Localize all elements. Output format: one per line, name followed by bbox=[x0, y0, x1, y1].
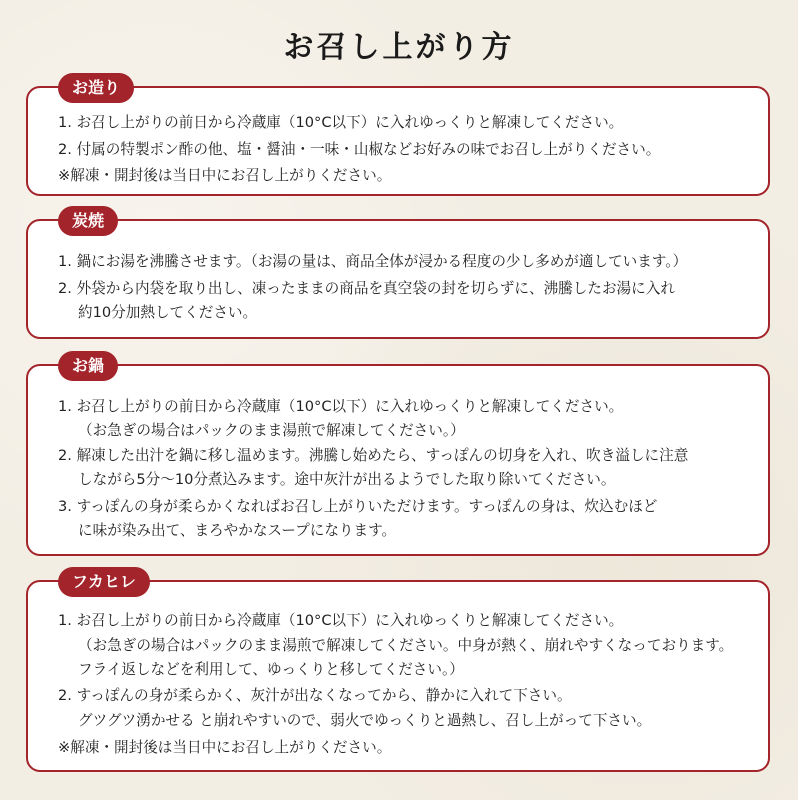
section-tag-otsukuri: お造り bbox=[58, 73, 134, 103]
section-tag-onabe: お鍋 bbox=[58, 351, 118, 381]
instruction-line: に味が染み出て、まろやかなスープになります。 bbox=[78, 522, 397, 539]
section-tag-sumiyaki: 炭焼 bbox=[58, 206, 118, 236]
instruction-line: 1. 鍋にお湯を沸騰させます。（お湯の量は、商品全体が浸かる程度の少し多めが適しています。） bbox=[58, 253, 688, 270]
instruction-line: グツグツ湧かせる と崩れやすいので、弱火でゆっくりと過熱し、召し上がって下さい。 bbox=[78, 712, 652, 729]
page-title: お召し上がり方 bbox=[283, 30, 515, 65]
instruction-line: しながら5分〜10分煮込みます。途中灰汁が出るようでした取り除いてください。 bbox=[78, 471, 616, 488]
section-fukahire bbox=[26, 572, 770, 772]
instruction-line: （お急ぎの場合はパックのまま湯煎で解凍してください。中身が熱く、崩れやすくなっております。 bbox=[78, 637, 734, 654]
instruction-line: （お急ぎの場合はパックのまま湯煎で解凍してください。） bbox=[78, 422, 465, 439]
instruction-line: 1. お召し上がりの前日から冷蔵庫（10°C以下）に入れゆっくりと解凍してください。 bbox=[58, 114, 624, 131]
instruction-line: フライ返しなどを利用して、ゆっくりと移してください。） bbox=[78, 661, 464, 678]
section-tag-fukahire: フカヒレ bbox=[58, 567, 150, 597]
instruction-line: 約10分加熱してください。 bbox=[78, 304, 258, 321]
instruction-line: 2. 外袋から内袋を取り出し、凍ったままの商品を真空袋の封を切らずに、沸騰したお湯に入れ bbox=[58, 280, 675, 297]
section-onabe bbox=[26, 356, 770, 556]
section-sumiyaki bbox=[26, 211, 770, 339]
section-otsukuri bbox=[26, 78, 770, 196]
instruction-line: 2. 付属の特製ポン酢の他、塩・醤油・一味・山椒などお好みの味でお召し上がりください。 bbox=[58, 141, 661, 158]
note-line: ※解凍・開封後は当日中にお召し上がりください。 bbox=[58, 167, 392, 184]
instruction-line: 2. すっぽんの身が柔らかく、灰汁が出なくなってから、静かに入れて下さい。 bbox=[58, 687, 572, 704]
instruction-line: 2. 解凍した出汁を鍋に移し温めます。沸騰し始めたら、すっぽんの切身を入れ、吹き溢しに注意 bbox=[58, 447, 689, 464]
instruction-line: 1. お召し上がりの前日から冷蔵庫（10°C以下）に入れゆっくりと解凍してください。 bbox=[58, 398, 624, 415]
instruction-line: 1. お召し上がりの前日から冷蔵庫（10°C以下）に入れゆっくりと解凍してください。 bbox=[58, 612, 624, 629]
instruction-line: 3. すっぽんの身が柔らかくなればお召し上がりいただけます。すっぽんの身は、炊込むほど bbox=[58, 498, 658, 515]
note-line: ※解凍・開封後は当日中にお召し上がりください。 bbox=[58, 739, 392, 756]
